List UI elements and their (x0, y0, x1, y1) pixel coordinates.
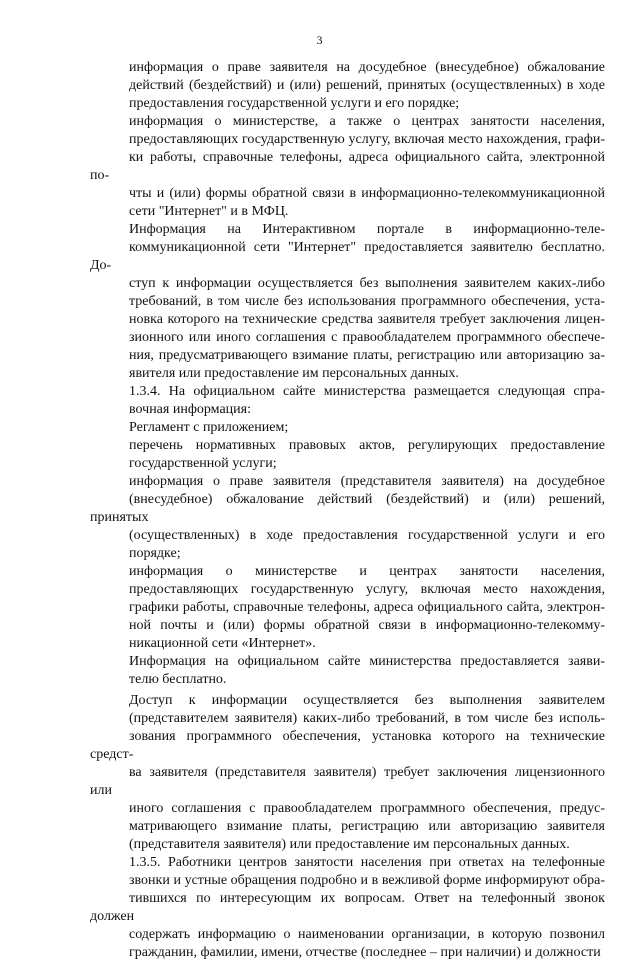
paragraph (90, 113, 605, 221)
text-line: ной почты и (или) формы обратной связи в информационно-телекомму- (129, 618, 605, 633)
text-line: звонки и устные обращения подробно и в вежливой форме информируют обра- (129, 873, 605, 888)
text-line: предоставляющих государственную услугу, включая место нахождения, графи- (129, 132, 605, 147)
text-line: 1.3.4. На официальном сайте министерства размещается следующая спра- (129, 384, 605, 399)
text-line: предоставления государственной услуги и его порядке; (129, 96, 460, 111)
text-line: сети "Интернет" и в МФЦ. (129, 204, 289, 219)
paragraph (90, 653, 605, 689)
text-line: (осуществленных) в ходе предоставления государственной услуги и его (129, 528, 605, 543)
text-line: телю бесплатно. (129, 672, 227, 687)
text-line: Информация на официальном сайте министерства предоставляется заяви- (129, 654, 605, 669)
text-line: ступ к информации осуществляется без выполнения заявителем каких-либо (129, 276, 605, 291)
text-line: вочная информация: (129, 402, 251, 417)
text-line: ва заявителя (представителя заявителя) требует заключения лицензионного или (90, 765, 605, 798)
paragraph (90, 854, 605, 962)
page-number: 3 (316, 33, 323, 47)
text-line: информация о праве заявителя на досудебное (внесудебное) обжалование (129, 60, 605, 75)
text-line: порядке; (129, 546, 181, 561)
text-line: действий (бездействий) и (или) решений, принятых (осуществленных) в ходе (129, 78, 605, 93)
text-line: чты и (или) формы обратной связи в информационно-телекоммуникационной (129, 186, 605, 201)
text-line: матривающего взимание платы, регистрацию или авторизацию заявителя (129, 819, 605, 834)
text-line: информация о праве заявителя (представителя заявителя) на досудебное (129, 474, 605, 489)
text-line: требований, в том числе без использования программного обеспечения, уста- (129, 294, 605, 309)
text-line: ния, предусматривающего взимание платы, регистрацию или авторизацию за- (129, 348, 605, 363)
text-line: гражданин, фамилии, имени, отчестве (последнее – при наличии) и должности (129, 945, 601, 960)
text-line: Доступ к информации осуществляется без выполнения заявителем (129, 693, 605, 708)
text-line: коммуникационной сети "Интернет" предоставляется заявителю бесплатно. До- (90, 240, 605, 273)
text-line: 1.3.5. Работники центров занятости населения при ответах на телефонные (129, 855, 605, 870)
text-line: Регламент с приложением; (129, 420, 289, 435)
text-line: информация о министерстве, а также о центрах занятости населения, (129, 114, 605, 129)
text-line: содержать информацию о наименовании организации, в которую позвонил (129, 927, 605, 942)
paragraph (90, 692, 605, 854)
text-line: (представителя заявителя) или предоставление им персональных данных. (129, 837, 570, 852)
text-line: перечень нормативных правовых актов, регулирующих предоставление (129, 438, 605, 453)
text-line: (внесудебное) обжалование действий (бездействий) и (или) решений, принятых (90, 492, 605, 525)
paragraph (90, 473, 605, 563)
text-line: государственной услуги; (129, 456, 277, 471)
text-line: Информация на Интерактивном портале в информационно-теле- (129, 222, 605, 237)
text-line: тившихся по интересующим их вопросам. Ответ на телефонный звонок должен (90, 891, 605, 924)
text-line: новка которого на технические средства заявителя требует заключения лицен- (129, 312, 605, 327)
paragraph (90, 563, 605, 653)
paragraph (90, 221, 605, 383)
text-line: никационной сети «Интернет». (129, 636, 316, 651)
text-line: зионного или иного соглашения с правообладателем программного обеспече- (129, 330, 605, 345)
text-line: (представителем заявителя) каких-либо требований, в том числе без исполь- (129, 711, 605, 726)
document-body (90, 59, 605, 962)
text-line: графики работы, справочные телефоны, адреса официального сайта, электрон- (129, 600, 605, 615)
text-line: явителя или предоставление им персональных данных. (129, 366, 459, 381)
text-line: информация о министерстве и центрах занятости населения, (129, 564, 605, 579)
text-line: зования программного обеспечения, установка которого на технические средст- (90, 729, 605, 762)
paragraph (90, 383, 605, 419)
text-line: предоставляющих государственную услугу, включая место нахождения, (129, 582, 605, 597)
paragraph (90, 437, 605, 473)
text-line: ки работы, справочные телефоны, адреса официального сайта, электронной по- (90, 150, 605, 183)
paragraph (90, 419, 605, 437)
paragraph (90, 59, 605, 113)
text-line: иного соглашения с правообладателем программного обеспечения, предус- (129, 801, 605, 816)
